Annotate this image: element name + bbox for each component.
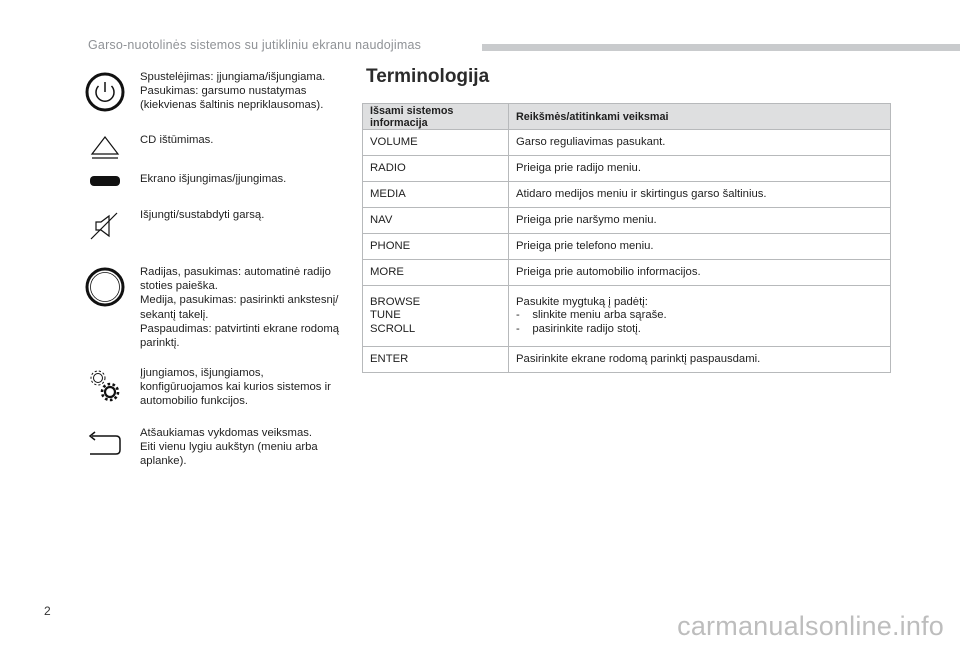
term-cell: MEDIA xyxy=(363,182,509,208)
table-row xyxy=(363,234,891,260)
table-row xyxy=(363,156,891,182)
meaning-cell: Prieiga prie telefono meniu. xyxy=(509,234,891,260)
meaning-cell: Prieiga prie automobilio informacijos. xyxy=(509,260,891,286)
rotary-knob-icon xyxy=(80,267,130,307)
term-cell: ENTER xyxy=(363,347,509,373)
power-icon xyxy=(80,72,130,112)
term-cell: RADIO xyxy=(363,156,509,182)
term-cell: BROWSE TUNE SCROLL xyxy=(363,286,509,347)
meaning-cell: Prieiga prie radijo meniu. xyxy=(509,156,891,182)
meaning-cell: Pasukite mygtuką į padėtį: - slinkite meniu arba sąraše. - pasirinkite radijo stotį. xyxy=(509,286,891,347)
back-arrow-icon xyxy=(80,430,130,456)
meaning-cell: Pasirinkite ekrane rodomą parinktį paspausdami. xyxy=(509,347,891,373)
term-cell: MORE xyxy=(363,260,509,286)
term-cell: VOLUME xyxy=(363,130,509,156)
table-row xyxy=(363,130,891,156)
table-row xyxy=(363,286,891,347)
icon-description: Spustelėjimas: įjungiama/išjungiama. Pasukimas: garsumo nustatymas (kiekvienas šaltinis nepriklausomas). xyxy=(140,71,326,112)
term-cell: PHONE xyxy=(363,234,509,260)
icon-description: Įjungiamos, išjungiamos, konfigūruojamos kai kurios sistemos ir automobilio funkcijos. xyxy=(140,367,331,408)
column-header: Reikšmės/atitinkami veiksmai xyxy=(509,104,891,130)
section-title: Terminologija xyxy=(366,66,490,87)
table-row xyxy=(363,208,891,234)
table-header-row xyxy=(363,104,891,130)
eject-icon xyxy=(80,134,130,160)
header-rule xyxy=(482,44,960,51)
table-row xyxy=(363,347,891,373)
screen-off-icon xyxy=(80,174,130,188)
icon-description: Radijas, pasukimas: automatinė radijo stoties paieška. Medija, pasukimas: pasirinkti ankstesnį/ sekantį takelį. Paspaudimas: patvirtinti ekrane rodomą parinktį. xyxy=(140,266,340,350)
running-header: Garso-nuotolinės sistemos su jutikliniu ekranu naudojimas xyxy=(88,38,422,52)
meaning-cell: Prieiga prie naršymo meniu. xyxy=(509,208,891,234)
meaning-cell: Atidaro medijos meniu ir skirtingus garso šaltinius. xyxy=(509,182,891,208)
meaning-cell: Garso reguliavimas pasukant. xyxy=(509,130,891,156)
watermark: carmanualsonline.info xyxy=(677,611,944,641)
table-row xyxy=(363,182,891,208)
icon-description: Išjungti/sustabdyti garsą. xyxy=(140,209,265,221)
terminology-table xyxy=(362,103,891,373)
icon-description: Ekrano išjungimas/įjungimas. xyxy=(140,173,287,185)
term-cell: NAV xyxy=(363,208,509,234)
mute-icon xyxy=(80,211,130,241)
icon-description: CD ištūmimas. xyxy=(140,134,214,146)
settings-gears-icon xyxy=(80,368,130,404)
icon-description: Atšaukiamas vykdomas veiksmas. Eiti vienu lygiu aukštyn (meniu arba aplanke). xyxy=(140,427,318,468)
page-number: 2 xyxy=(44,604,51,618)
table-row xyxy=(363,260,891,286)
column-header: Išsami sistemos informacija xyxy=(363,104,509,130)
